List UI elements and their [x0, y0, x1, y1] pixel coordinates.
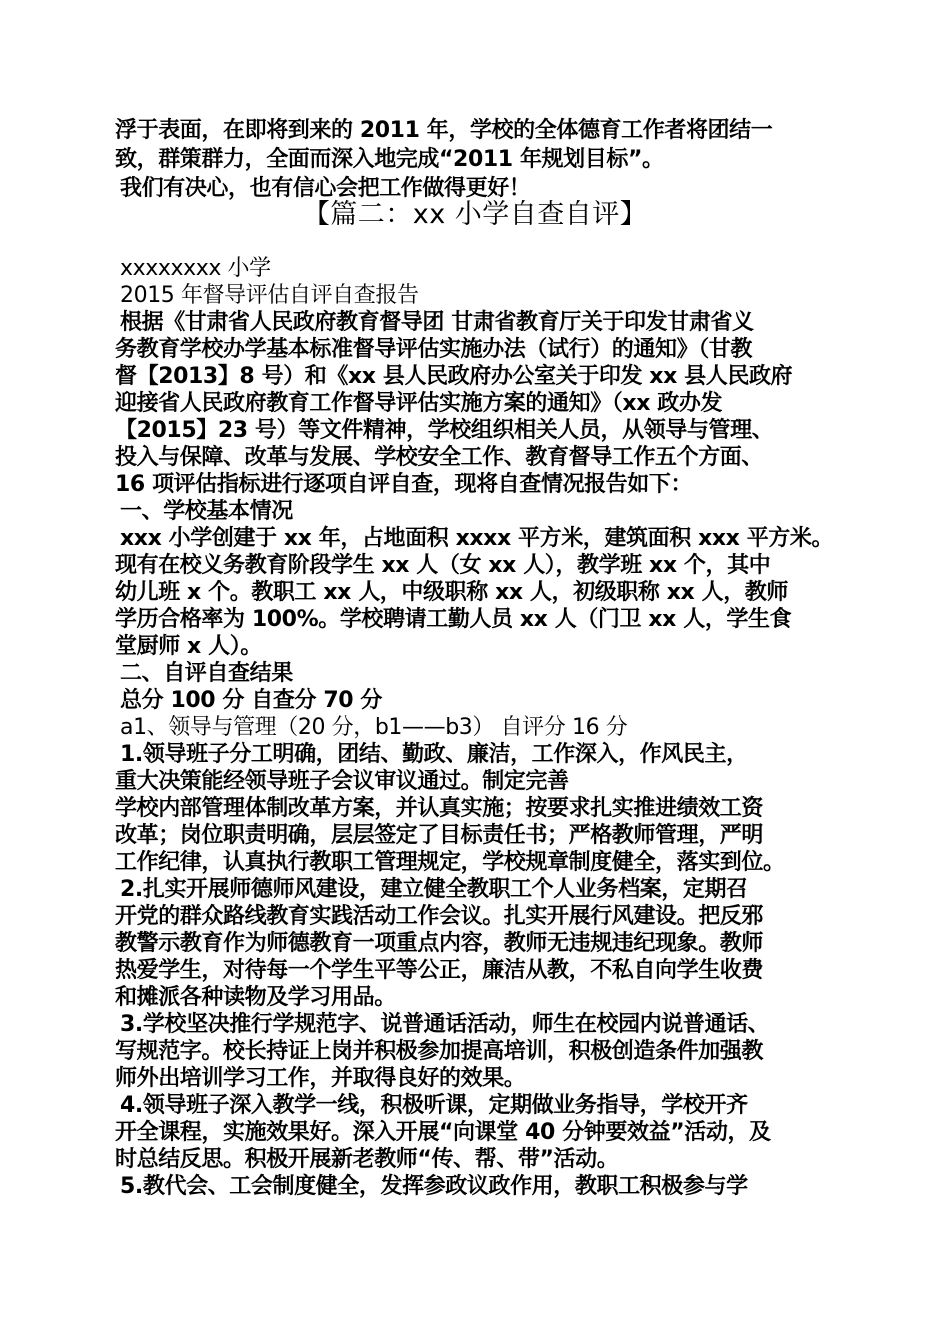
body-line: 开党的群众路线教育实践活动工作会议。扎实开展行风建设。把反邪 — [115, 904, 764, 929]
report-title: 2015 年督导评估自评自查报告 — [120, 283, 419, 308]
body-line: xxx 小学创建于 xx 年，占地面积 xxxx 平方米，建筑面积 xxx 平方米。 — [120, 526, 834, 551]
body-line: 教警示教育作为师德教育一项重点内容，教师无违规违纪现象。教师 — [115, 931, 764, 956]
body-line: 4.领导班子深入教学一线，积极听课，定期做业务指导，学校开齐 — [120, 1093, 748, 1118]
body-line: 堂厨师 x 人）。 — [115, 634, 262, 659]
body-line: 现有在校义务教育阶段学生 xx 人（女 xx 人），教学班 xx 个，其中 — [115, 553, 771, 578]
section-title: 【篇二：xx 小学自查自评】 — [302, 199, 648, 230]
section-heading: 二、自评自查结果 — [120, 661, 293, 686]
body-line: 务教育学校办学基本标准督导评估实施办法（试行）的通知》（甘教 — [115, 337, 753, 362]
body-line: 改革；岗位职责明确，层层签定了目标责任书；严格教师管理，严明 — [115, 823, 764, 848]
body-line: 工作纪律，认真执行教职工管理规定，学校规章制度健全，落实到位。 — [115, 850, 785, 875]
intro-line: 我们有决心，也有信心会把工作做得更好！ — [120, 176, 531, 201]
body-line: 2.扎实开展师德师风建设，建立健全教职工个人业务档案，定期召 — [120, 877, 748, 902]
body-line: 时总结反思。积极开展新老教师“传、帮、带”活动。 — [115, 1147, 619, 1172]
body-line: 学历合格率为 100%。学校聘请工勤人员 xx 人（门卫 xx 人，学生食 — [115, 607, 792, 632]
body-line: 16 项评估指标进行逐项自评自查，现将自查情况报告如下： — [115, 472, 693, 497]
body-line: 幼儿班 x 个。教职工 xx 人，中级职称 xx 人，初级职称 xx 人，教师 — [115, 580, 789, 605]
body-line: 3.学校坚决推行学规范字、说普通话活动，师生在校园内说普通话、 — [120, 1012, 770, 1037]
body-line: 根据《甘肃省人民政府教育督导团 甘肃省教育厅关于印发甘肃省义 — [120, 310, 754, 335]
body-line: 师外出培训学习工作，并取得良好的效果。 — [115, 1066, 526, 1091]
section-heading: 一、学校基本情况 — [120, 499, 293, 524]
body-line: 开全课程，实施效果好。深入开展“向课堂 40 分钟要效益”活动，及 — [115, 1120, 771, 1145]
school-name: xxxxxxxx 小学 — [120, 256, 271, 281]
body-line: 热爱学生，对待每一个学生平等公正，廉洁从教，不私自向学生收费 — [115, 958, 764, 983]
body-line: 1.领导班子分工明确，团结、勤政、廉洁，工作深入，作风民主， — [120, 742, 748, 767]
body-line: 督【2013】8 号）和《xx 县人民政府办公室关于印发 xx 县人民政府 — [115, 364, 793, 389]
intro-line: 致，群策群力，全面而深入地完成“2011 年规划目标”。 — [115, 147, 664, 172]
body-line: 迎接省人民政府教育工作督导评估实施方案的通知》（xx 政办发 — [115, 391, 723, 416]
intro-line: 浮于表面，在即将到来的 2011 年，学校的全体德育工作者将团结一 — [115, 118, 773, 143]
body-line: 学校内部管理体制改革方案，并认真实施；按要求扎实推进绩效工资 — [115, 796, 764, 821]
body-line: 重大决策能经领导班子会议审议通过。制定完善 — [115, 769, 569, 794]
body-line: 投入与保障、改革与发展、学校安全工作、教育督导工作五个方面、 — [115, 445, 764, 470]
body-line: 5.教代会、工会制度健全，发挥参政议政作用，教职工积极参与学 — [120, 1174, 748, 1199]
body-line: 写规范字。校长持证上岗并积极参加提高培训，积极创造条件加强教 — [115, 1039, 764, 1064]
body-line: 和摊派各种读物及学习用品。 — [115, 985, 396, 1010]
item-heading: a1、领导与管理（20 分，b1——b3） 自评分 16 分 — [120, 715, 628, 740]
score-summary: 总分 100 分 自查分 70 分 — [120, 688, 383, 713]
body-line: 【2015】23 号）等文件精神，学校组织相关人员，从领导与管理、 — [115, 418, 774, 443]
